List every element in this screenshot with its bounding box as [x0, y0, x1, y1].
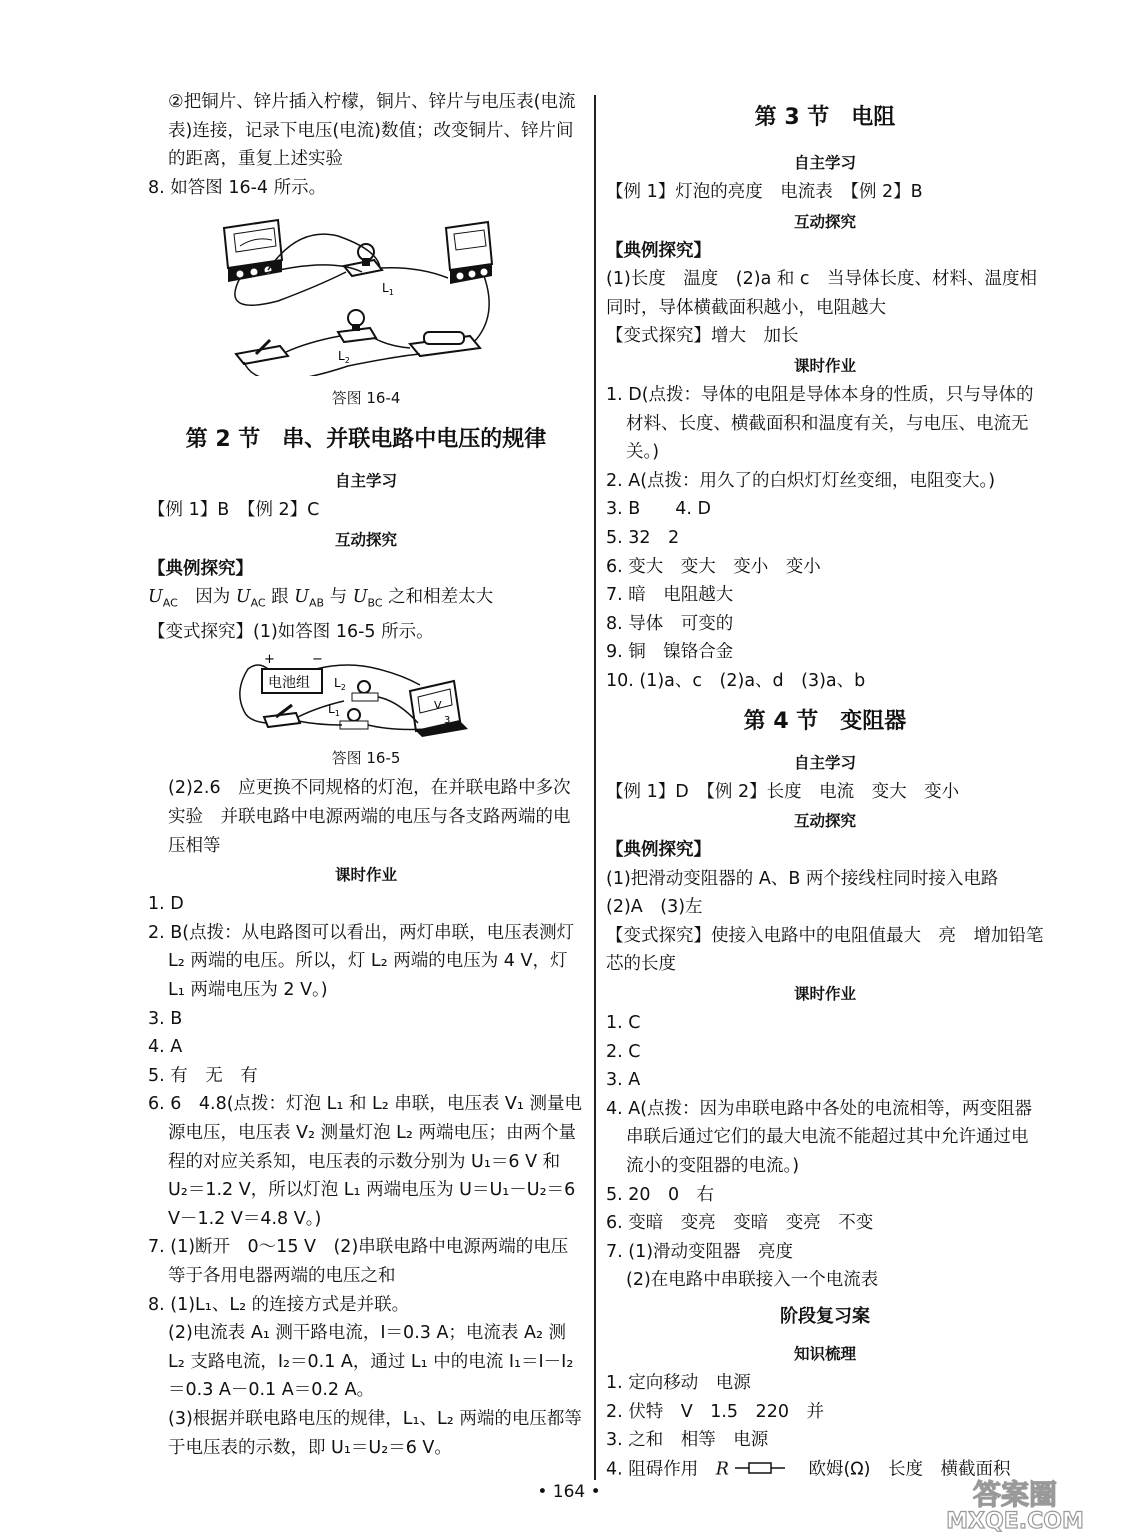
hw-answer-1: 1. D	[148, 894, 184, 915]
figure-16-4-caption: 答图 16-4	[331, 388, 401, 407]
s3-answer-2: 2. A(点拨：用久了的白炽灯灯丝变细，电阻变大。)	[606, 470, 996, 491]
column-divider	[594, 95, 596, 1480]
heading-hudong-tanjiu-3: 互动探究	[793, 212, 856, 231]
hw-answer-8-part-2: (2)电流表 A₁ 测干路电流，I＝0.3 A；电流表 A₂ 测 L₂ 支路电流，I₂＝0.1 A，通过 L₁ 中的电流 I₁＝I－I₂＝0.3 A－0.1 A＝0.2 A。	[168, 1323, 574, 1401]
hw-answer-3: 3. B	[148, 1008, 183, 1029]
s3-answer-8: 8. 导体 可变的	[606, 613, 734, 634]
fig2-label-l2: $L_2$	[334, 675, 346, 692]
svg-text:MXQE.COM: MXQE.COM	[946, 1509, 1084, 1532]
heading-zizhu-xuexi-4: 自主学习	[793, 753, 856, 772]
battery-label: 电池组	[268, 674, 310, 691]
s4-answer-4: 4. A(点拨：因为串联电路中各处的电流相等，两变阻器串联后通过它们的最大电流不能超过其中允许通过电流小的变阻器的电流。)	[606, 1098, 1033, 1177]
bianshi-tanjiu: 【变式探究】(1)如答图 16-5 所示。	[148, 622, 434, 643]
heading-dianli-tanjiu-3: 【典例探究】	[606, 240, 711, 261]
s3-answer-7: 7. 暗 电阻越大	[606, 585, 734, 606]
circuit-diagram-16-4	[148, 206, 584, 376]
s4-answer-3: 3. A	[606, 1070, 641, 1091]
label-l1: $L_1$	[382, 281, 394, 298]
examples-1-2: 【例 1】B 【例 2】C	[148, 499, 320, 520]
section-2-title: 第 2 节 串、并联电路中电压的规律	[185, 426, 547, 452]
section-3-title: 第 3 节 电阻	[754, 105, 896, 130]
bianshi-tanjiu-3: 【变式探究】增大 加长	[606, 326, 799, 347]
s4-answer-7: 7. (1)滑动变阻器 亮度	[606, 1241, 794, 1262]
svg-text:3: 3	[444, 714, 451, 726]
right-column	[606, 88, 1044, 1484]
examples-3-1-2: 【例 1】灯泡的亮度 电流表 【例 2】B	[606, 182, 923, 202]
heading-hudong-tanjiu-4: 互动探究	[793, 812, 856, 831]
svg-text:+: +	[264, 651, 275, 667]
review-item-2: 2. 伏特 V 1.5 220 并	[606, 1401, 824, 1422]
hw-answer-2: 2. B(点拨：从电路图可以看出，两灯串联，电压表测灯 L₂ 两端的电压。所以，灯 L₂ 两端的电压为 4 V，灯 L₁ 两端电压为 2 V。)	[148, 922, 575, 1000]
answer-7-continued: ②把铜片、锌片插入柠檬，铜片、锌片与电压表(电流表)连接，记录下电压(电流)数值；改变铜片、锌片间的距离，重复上述实验	[168, 92, 576, 170]
hw-answer-4: 4. A	[148, 1037, 183, 1058]
s3-answer-1: 1. D(点拨：导体的电阻是导体本身的性质，只与导体的材料、长度、横截面积和温度有关，与电压、电流无关。)	[606, 384, 1034, 463]
section-4-title: 第 4 节 变阻器	[743, 708, 907, 734]
uac-answer: $U_{AC}$ 因为 $U_{AC}$ 跟 $U_{AB}$ 与 $U_{BC}$ 之和相差太大	[148, 587, 494, 610]
review-item-4: 4. 阻碍作用 R 欧姆(Ω) 长度 横截面积	[606, 1455, 1044, 1484]
heading-keshi-zuoye-3: 课时作业	[793, 356, 856, 375]
svg-text:答案圈: 答案圈	[972, 1478, 1058, 1511]
figure-16-5	[148, 651, 584, 747]
s4-answer-1: 1. C	[606, 1013, 641, 1034]
s4-answer-7-part-2: (2)在电路中串联接入一个电流表	[626, 1270, 879, 1291]
resistor-symbol-icon	[735, 1455, 785, 1484]
s3-answer-3-4: 3. B 4. D	[606, 499, 711, 520]
hw-answer-8-part-3: (3)根据并联电路电压的规律，L₁、L₂ 两端的电压都等于电压表的示数，即 U₁＝U₂＝6 V。	[168, 1408, 582, 1458]
heading-dianli-tanjiu: 【典例探究】	[148, 558, 253, 579]
left-column	[148, 88, 584, 1462]
page-number: • 164 •	[537, 1482, 601, 1502]
s3-answer-5: 5. 32 2	[606, 527, 680, 548]
hw-answer-6: 6. 6 4.8(点拨：灯泡 L₁ 和 L₂ 串联，电压表 V₁ 测量电源电压，电压表 V₂ 测量灯泡 L₂ 两端电压；由两个量程的对应关系知，电压表的示数分别为 U₁＝6 V 和 U₂＝1.2 V，所以灯泡 L₁ 两端电压为 U＝U₁－U₂＝6 V－1.2 V＝4.8 V。)	[148, 1094, 582, 1229]
bianshi-part-2: (2)2.6 应更换不同规格的灯泡，在并联电路中多次实验 并联电路中电源两端的电压与各支路两端的电压相等	[168, 778, 571, 856]
voltmeter-label: V	[434, 698, 442, 712]
hw-answer-8: 8. (1)L₁、L₂ 的连接方式是并联。	[148, 1294, 410, 1315]
label-l2: $L_2$	[338, 349, 350, 366]
heading-zizhu-xuexi: 自主学习	[334, 471, 397, 490]
heading-zhishi-shuli: 知识梳理	[793, 1345, 856, 1363]
review-item-3: 3. 之和 相等 电源	[606, 1430, 769, 1451]
s4-answer-5: 5. 20 0 右	[606, 1184, 715, 1205]
circuit-diagram-16-5	[148, 651, 584, 737]
hw-answer-5: 5. 有 无 有	[148, 1065, 258, 1086]
s4-answer-2: 2. C	[606, 1041, 641, 1062]
dianli-answer-3: (1)长度 温度 (2)a 和 c 当导体长度、材料、温度相同时，导体横截面积越小，电阻越大	[606, 269, 1038, 318]
dianli-answer-4-2: (2)A (3)左	[606, 897, 703, 918]
figure-16-5-caption: 答图 16-5	[331, 749, 401, 768]
heading-keshi-zuoye-4: 课时作业	[793, 985, 856, 1004]
stage-review-title: 阶段复习案	[780, 1306, 870, 1327]
s3-answer-10: 10. (1)a、c (2)a、d (3)a、b	[606, 670, 866, 691]
review-item-1: 1. 定向移动 电源	[606, 1373, 751, 1393]
heading-hudong-tanjiu: 互动探究	[334, 530, 397, 549]
svg-text:−: −	[312, 651, 323, 667]
dianli-answer-4-1: (1)把滑动变阻器的 A、B 两个接线柱同时接入电路	[606, 868, 999, 889]
s3-answer-6: 6. 变大 变大 变小 变小	[606, 556, 821, 577]
s4-answer-6: 6. 变暗 变亮 变暗 变亮 不变	[606, 1213, 874, 1234]
heading-keshi-zuoye: 课时作业	[334, 866, 397, 885]
fig2-label-l1: $L_1$	[328, 701, 340, 718]
heading-zizhu-xuexi-3: 自主学习	[793, 154, 856, 172]
heading-dianli-tanjiu-4: 【典例探究】	[606, 840, 711, 861]
examples-4-1-2: 【例 1】D 【例 2】长度 电流 变大 变小	[606, 781, 960, 802]
figure-16-4	[148, 206, 584, 386]
bianshi-tanjiu-4: 【变式探究】使接入电路中的电阻值最大 亮 增加铅笔芯的长度	[606, 925, 1044, 975]
watermark-logo	[930, 1474, 1100, 1532]
answer-8: 8. 如答图 16-4 所示。	[148, 177, 327, 198]
s3-answer-9: 9. 铜 镍铬合金	[606, 642, 734, 663]
hw-answer-7: 7. (1)断开 0～15 V (2)串联电路中电源两端的电压等于各用电器两端的电压之和	[148, 1237, 569, 1286]
